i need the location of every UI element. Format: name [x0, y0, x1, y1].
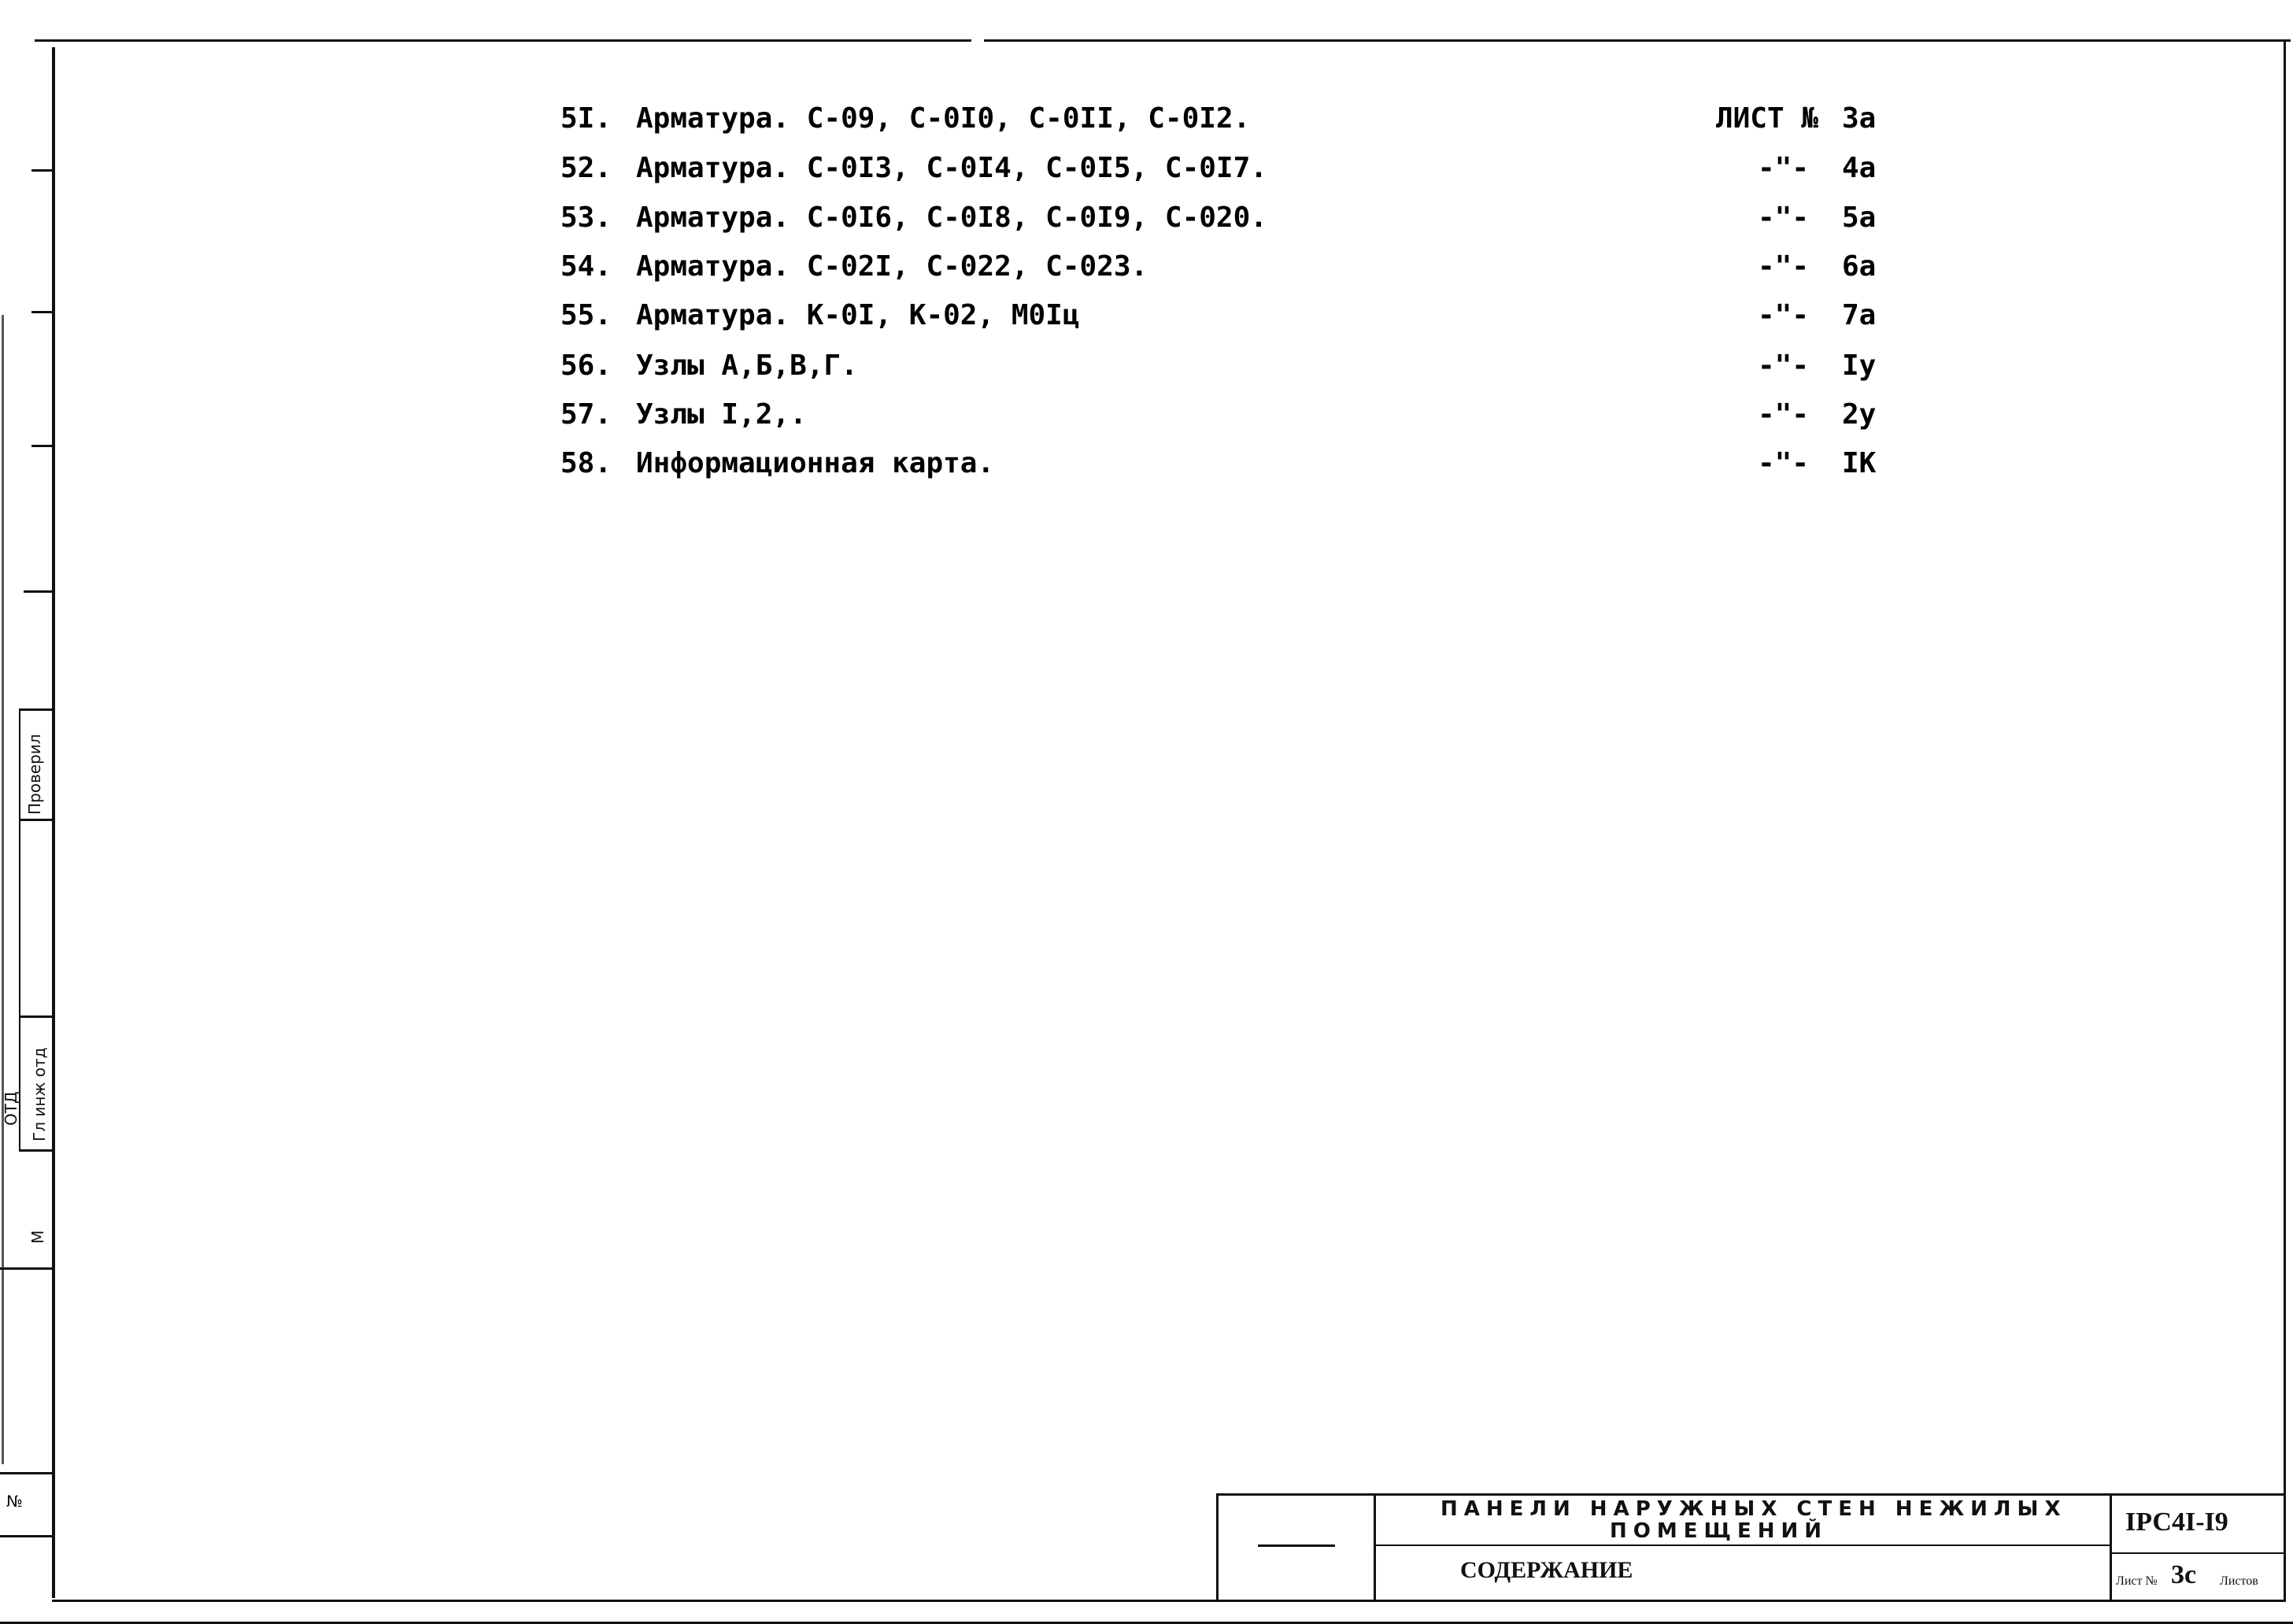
toc-ditto: -"- — [1757, 299, 1809, 331]
sheets-count-label: Листов — [2220, 1574, 2258, 1588]
toc-sheet: 3а — [1842, 102, 1877, 135]
toc-number: 52. — [560, 152, 612, 184]
toc-number: 55. — [560, 299, 612, 331]
toc-ditto: -"- — [1757, 350, 1809, 382]
document-code: IРС4I-I9 — [2125, 1507, 2228, 1537]
toc-number: 57. — [560, 398, 612, 431]
toc-title: Узлы А,Б,В,Г. — [636, 350, 858, 382]
strip-tick-10 — [0, 1472, 54, 1474]
sheet-number-value: 3с — [2171, 1560, 2197, 1589]
toc-sheet-header: ЛИСТ № — [1715, 102, 1818, 135]
toc-number: 54. — [560, 250, 612, 283]
toc-title: Узлы I,2,. — [636, 398, 807, 431]
toc-row — [0, 350, 2293, 398]
toc-ditto: -"- — [1757, 447, 1809, 479]
toc-number: 58. — [560, 447, 612, 479]
toc-row — [0, 250, 2293, 299]
stamp-subtitle: СОДЕРЖАНИЕ — [1460, 1557, 1633, 1583]
sheet-number-label: Лист № — [2116, 1574, 2158, 1588]
stamp-dash — [1258, 1544, 1335, 1547]
toc-row — [0, 102, 2293, 151]
stamp-title-line1: ПАНЕЛИ НАРУЖНЫХ СТЕН НЕЖИЛЫХ — [1441, 1497, 2067, 1521]
toc-ditto: -"- — [1757, 202, 1809, 234]
label-m: М — [28, 1230, 47, 1244]
toc-title: Арматура. С-0I6, С-0I8, С-0I9, С-020. — [636, 202, 1267, 234]
label-number-sign: № — [6, 1492, 23, 1511]
strip-col — [19, 708, 20, 1149]
frame-top-left — [35, 39, 971, 42]
strip-tick-5 — [19, 708, 54, 711]
strip-tick-7 — [19, 1015, 54, 1018]
toc-row — [0, 152, 2293, 201]
toc-sheet: 4а — [1842, 152, 1877, 184]
stamp-title-line2: ПОМЕЩЕНИЙ — [1610, 1519, 1829, 1543]
toc-sheet: 6а — [1842, 250, 1877, 283]
toc-sheet: 5а — [1842, 202, 1877, 234]
stamp-top — [1216, 1493, 2285, 1496]
label-chief-engineer: Гл инж отд — [30, 1047, 49, 1141]
toc-title: Информационная карта. — [636, 447, 995, 479]
toc-row — [0, 398, 2293, 447]
stamp-mid-horizontal — [1376, 1544, 2110, 1546]
label-ot: ОТД — [2, 1091, 20, 1126]
toc-row — [0, 202, 2293, 250]
toc-sheet: Iу — [1842, 350, 1877, 382]
label-check: Проверил — [25, 734, 44, 815]
strip-tick-4 — [24, 590, 54, 593]
strip-tick-11 — [0, 1535, 54, 1537]
toc-title: Арматура. К-0I, К-02, М0Iц — [636, 299, 1080, 331]
toc-sheet: IК — [1842, 447, 1877, 479]
toc-number: 5I. — [560, 102, 612, 135]
frame-bottom — [52, 1600, 2286, 1602]
frame-top-right — [984, 39, 2291, 42]
strip-tick-8 — [19, 1149, 54, 1152]
toc-sheet: 7а — [1842, 299, 1877, 331]
strip-tick-6 — [19, 819, 54, 821]
toc-row — [0, 299, 2293, 348]
toc-title: Арматура. С-0I3, С-0I4, С-0I5, С-0I7. — [636, 152, 1267, 184]
toc-title: Арматура. С-09, С-0I0, С-0II, С-0I2. — [636, 102, 1251, 135]
toc-row — [0, 447, 2293, 496]
stamp-code-horizontal — [2112, 1552, 2285, 1554]
toc-title: Арматура. С-02I, С-022, С-023. — [636, 250, 1148, 283]
toc-ditto: -"- — [1757, 250, 1809, 283]
toc-sheet: 2у — [1842, 398, 1877, 431]
toc-number: 53. — [560, 202, 612, 234]
toc-number: 56. — [560, 350, 612, 382]
stamp-left — [1216, 1493, 1219, 1602]
strip-tick-9 — [0, 1267, 54, 1270]
stamp-div-2 — [2110, 1493, 2112, 1602]
stamp-div-1 — [1374, 1493, 1376, 1602]
toc-ditto: -"- — [1757, 398, 1809, 431]
toc-ditto: -"- — [1757, 152, 1809, 184]
